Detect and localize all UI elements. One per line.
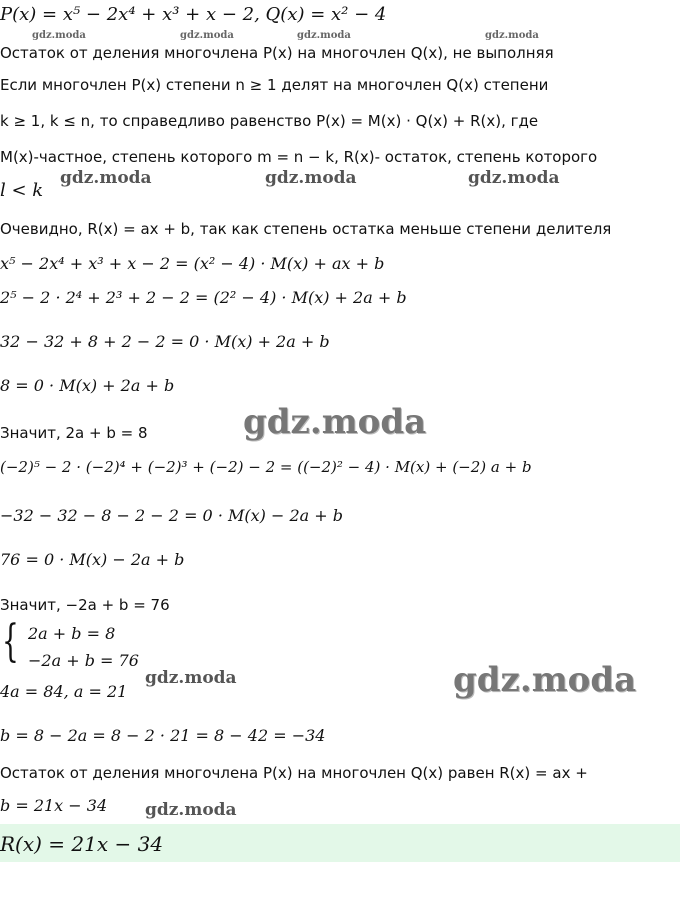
equation-evaluate-minus-2: −32 − 32 − 8 − 2 − 2 = 0 · M(x) − 2a + b <box>0 506 343 525</box>
system-equation-1: 2a + b = 8 <box>28 624 116 643</box>
solve-b: b = 8 − 2a = 8 − 2 · 21 = 8 − 42 = −34 <box>0 726 326 745</box>
theorem-text-1: Если многочлен P(x) степени n ≥ 1 делят на многочлен Q(x) степени <box>0 76 549 94</box>
watermark: gdz.moda <box>485 30 539 41</box>
watermark: gdz.moda <box>453 660 637 700</box>
final-statement-2: b = 21x − 34 <box>0 796 108 815</box>
watermark: gdz.moda <box>32 30 86 41</box>
system-equation-2: −2a + b = 76 <box>28 651 139 670</box>
final-statement-1: Остаток от деления многочлена P(x) на многочлен Q(x) равен R(x) = ax + <box>0 764 588 782</box>
conclusion-1: Значит, 2a + b = 8 <box>0 424 148 442</box>
watermark: gdz.moda <box>145 668 237 688</box>
equation-substitute-minus-2: (−2)⁵ − 2 · (−2)⁴ + (−2)³ + (−2) − 2 = ((−2)² − 4) · M(x) + (−2) a + b <box>0 458 532 476</box>
system-brace: { <box>2 616 19 667</box>
solve-a: 4a = 84, a = 21 <box>0 682 128 701</box>
task-text: Остаток от деления многочлена P(x) на многочлен Q(x), не выполняя <box>0 44 554 62</box>
theorem-text-2: k ≥ 1, k ≤ n, то справедливо равенство P(x) = M(x) · Q(x) + R(x), где <box>0 112 539 130</box>
equation-evaluate-2: 32 − 32 + 8 + 2 − 2 = 0 · M(x) + 2a + b <box>0 332 330 351</box>
watermark: gdz.moda <box>60 168 152 188</box>
theorem-text-3: M(x)-частное, степень которого m = n − k, R(x)- остаток, степень которого <box>0 148 598 166</box>
equation-result-2: 8 = 0 · M(x) + 2a + b <box>0 376 175 395</box>
equation-identity: x⁵ − 2x⁴ + x³ + x − 2 = (x² − 4) · M(x) + ax + b <box>0 254 385 273</box>
equation-substitute-2: 2⁵ − 2 · 2⁴ + 2³ + 2 − 2 = (2² − 4) · M(x) + 2a + b <box>0 288 407 307</box>
watermark: gdz.moda <box>468 168 560 188</box>
problem-statement: P(x) = x⁵ − 2x⁴ + x³ + x − 2, Q(x) = x² − 4 <box>0 4 387 25</box>
conclusion-2: Значит, −2a + b = 76 <box>0 596 170 614</box>
equation-result-minus-2: 76 = 0 · M(x) − 2a + b <box>0 550 185 569</box>
answer: R(x) = 21x − 34 <box>0 832 164 856</box>
watermark: gdz.moda <box>297 30 351 41</box>
theorem-text-4: l < k <box>0 180 44 201</box>
watermark: gdz.moda <box>243 402 427 442</box>
remainder-form-text: Очевидно, R(x) = ax + b, так как степень остатка меньше степени делителя <box>0 220 612 238</box>
watermark: gdz.moda <box>180 30 234 41</box>
watermark: gdz.moda <box>265 168 357 188</box>
watermark: gdz.moda <box>145 800 237 820</box>
